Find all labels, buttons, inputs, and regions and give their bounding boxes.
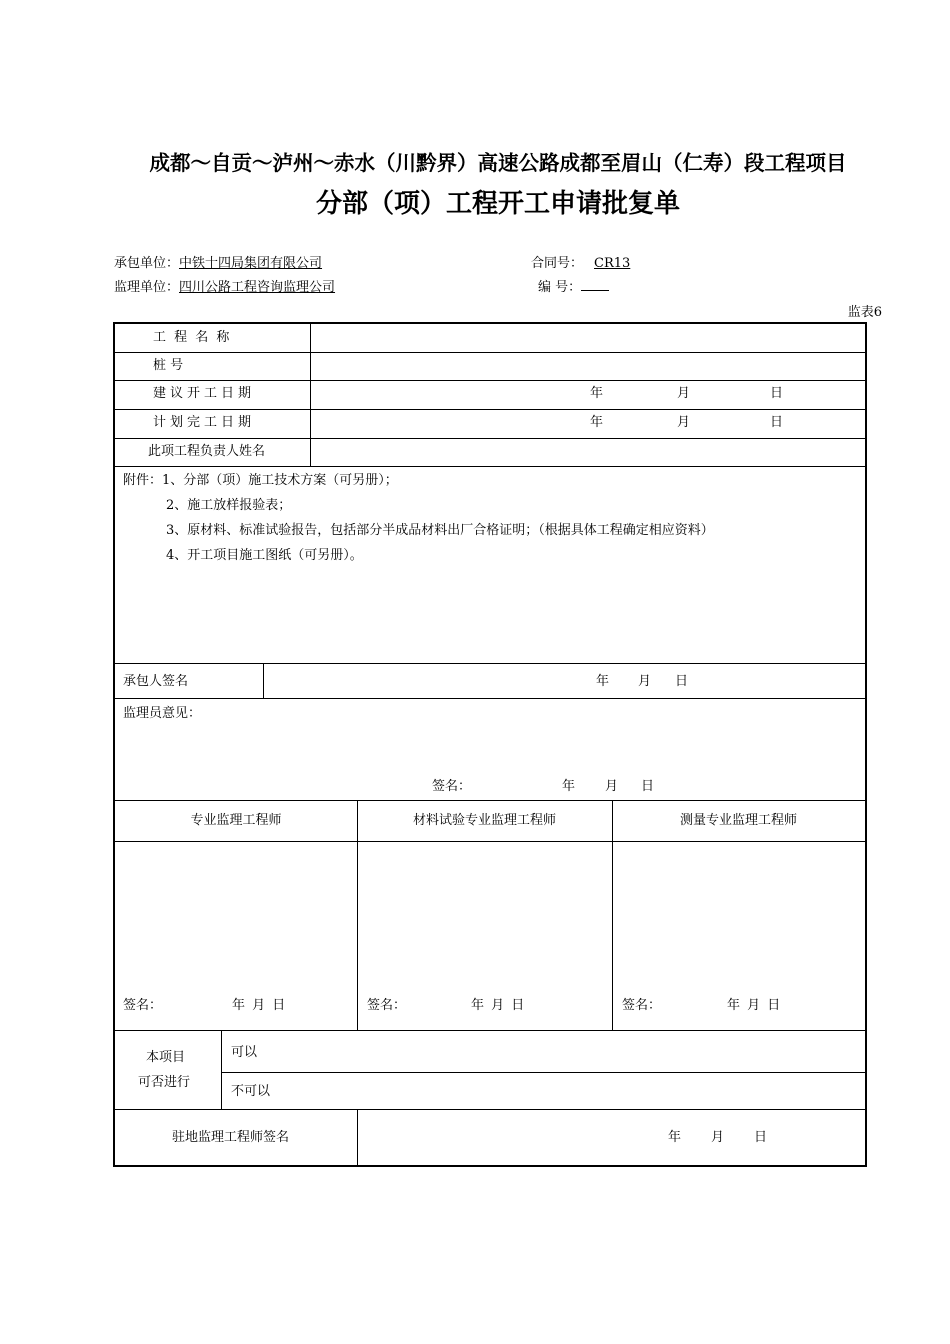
- month-label: 月: [605, 779, 619, 794]
- year-label: 年: [596, 674, 610, 689]
- row-divider: [221, 1072, 865, 1073]
- month-label: 月: [638, 674, 652, 689]
- row-divider: [115, 841, 865, 842]
- day-label: 日: [641, 779, 655, 794]
- person-in-charge-label: 此项工程负责人姓名: [148, 444, 266, 459]
- planned-finish-label: 计划完工日期: [153, 415, 256, 430]
- survey-engineer-header: 测量专业监理工程师: [679, 813, 797, 828]
- column-divider: [221, 1030, 222, 1109]
- contractor-value: 中铁十四局集团有限公司: [179, 256, 323, 271]
- year-label: 年: [562, 779, 576, 794]
- number-line: [538, 276, 609, 295]
- supervisor-value: 四川公路工程咨询监理公司: [179, 280, 336, 295]
- contract-no-value: CR13: [594, 256, 631, 271]
- row-divider: [115, 1109, 865, 1110]
- column-divider: [357, 1109, 358, 1165]
- row-divider: [115, 380, 865, 381]
- attachment-item-2: 2、施工放样报验表；: [166, 498, 292, 513]
- survey-sign-label: 签名：: [622, 998, 662, 1013]
- column-divider: [310, 324, 311, 466]
- year-label: 年: [590, 415, 604, 430]
- row-divider: [115, 1030, 865, 1031]
- attachment-item-1: 附件：1、分部（项）施工技术方案（可另册）；: [123, 473, 398, 488]
- month-label: 月: [677, 386, 691, 401]
- material-test-engineer-header: 材料试验专业监理工程师: [412, 813, 556, 828]
- month-label: 月: [677, 415, 691, 430]
- day-label: 日: [675, 674, 689, 689]
- contractor-label: 承包单位：: [114, 256, 180, 271]
- year-label: 年: [590, 386, 604, 401]
- supervisor-label: 监理单位：: [114, 280, 180, 295]
- form-number: 监表6: [847, 305, 882, 320]
- professional-sign-label: 签名：: [123, 998, 163, 1013]
- contractor-sign-label: 承包人签名: [123, 674, 189, 689]
- project-name-label: 工 程 名 称: [153, 330, 230, 345]
- contract-no-label: 合同号：: [531, 256, 584, 271]
- professional-engineer-header: 专业监理工程师: [190, 813, 282, 828]
- approval-form-table: [113, 322, 867, 1167]
- row-divider: [115, 698, 865, 699]
- survey-date: 年 月 日: [727, 998, 781, 1013]
- decision-label-line2: 可否进行: [138, 1075, 191, 1090]
- number-label: 编 号：: [538, 280, 582, 295]
- decision-label-line1: 本项目: [146, 1050, 186, 1065]
- resident-engineer-sign-label: 驻地监理工程师签名: [172, 1130, 290, 1145]
- year-label: 年: [668, 1130, 682, 1145]
- professional-date: 年 月 日: [232, 998, 286, 1013]
- option-no: 不可以: [231, 1084, 271, 1099]
- row-divider: [115, 800, 865, 801]
- row-divider: [115, 352, 865, 353]
- month-label: 月: [711, 1130, 725, 1145]
- form-title: 分部（项）工程开工申请批复单: [315, 189, 680, 219]
- column-divider: [357, 800, 358, 1030]
- proposed-start-label: 建议开工日期: [153, 386, 256, 401]
- supervisor-line: [114, 276, 335, 295]
- column-divider: [263, 663, 264, 698]
- day-label: 日: [770, 415, 784, 430]
- row-divider: [115, 663, 865, 664]
- day-label: 日: [770, 386, 784, 401]
- supervisor-sign-label: 签名：: [432, 779, 472, 794]
- number-blank: [581, 279, 609, 291]
- row-divider: [115, 466, 865, 467]
- row-divider: [115, 409, 865, 410]
- option-yes: 可以: [231, 1045, 258, 1060]
- contractor-line: [114, 252, 322, 271]
- column-divider: [612, 800, 613, 1030]
- attachment-item-4: 4、开工项目施工图纸（可另册）。: [166, 548, 363, 563]
- row-divider: [115, 438, 865, 439]
- material-date: 年 月 日: [471, 998, 525, 1013]
- project-title: 成都～自贡～泸州～赤水（川黔界）高速公路成都至眉山（仁寿）段工程项目: [149, 151, 847, 175]
- day-label: 日: [754, 1130, 768, 1145]
- contract-no-line: [531, 252, 632, 271]
- material-sign-label: 签名：: [367, 998, 407, 1013]
- pile-no-label: 桩 号: [153, 358, 184, 373]
- supervisor-opinion-label: 监理员意见：: [123, 706, 202, 721]
- attachment-item-3: 3、原材料、标准试验报告，包括部分半成品材料出厂合格证明；（根据具体工程确定相应资料）: [166, 523, 714, 538]
